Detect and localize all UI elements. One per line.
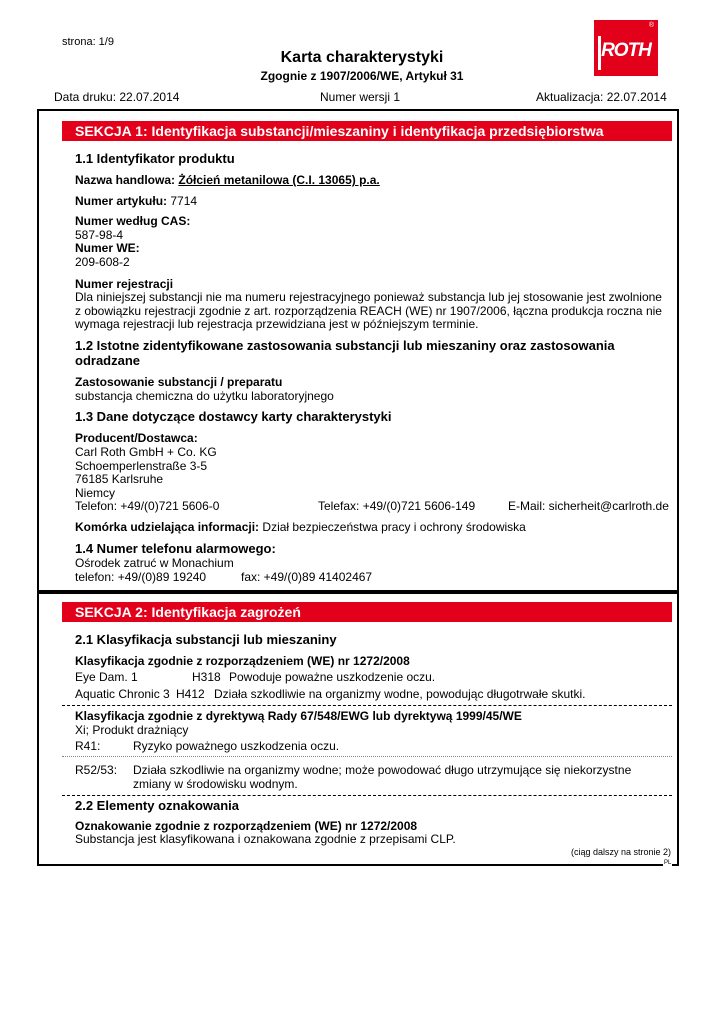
labelling-label: Oznakowanie zgodnie z rozporządzeniem (WE) nr 1272/2008 <box>75 819 418 833</box>
heading-2-2: 2.2 Elementy oznakowania <box>75 798 240 813</box>
producer-name: Carl Roth GmbH + Co. KG <box>75 445 217 459</box>
we-label: Numer WE: <box>75 241 140 255</box>
section-2-title: SEKCJA 2: Identyfikacja zagrożeń <box>62 602 672 622</box>
producer-label: Producent/Dostawca: <box>75 431 198 445</box>
heading-2-1: 2.1 Klasyfikacja substancji lub mieszaniny <box>75 632 337 647</box>
dashed-separator-2 <box>62 795 672 796</box>
clp-class-label: Klasyfikacja zgodnie z rozporządzeniem (WE) nr 1272/2008 <box>75 654 410 668</box>
article-number-row <box>75 194 197 208</box>
labelling-text: Substancja jest klasyfikowana i oznakowana zgodnie z przepisami CLP. <box>75 832 456 846</box>
document-subtitle: Zgognie z 1907/2006/WE, Artykuł 31 <box>260 69 464 83</box>
registered-mark: ® <box>648 22 654 29</box>
registration-text-3: wymaga rejestracji lub rejestracja przewidziana jest w późniejszym terminie. <box>75 317 479 331</box>
clp-row-2-text: Działa szkodliwie na organizmy wodne, powodując długotrwałe skutki. <box>214 687 586 701</box>
heading-1-3: 1.3 Dane dotyczące dostawcy karty charakterystyki <box>75 409 392 424</box>
print-date: Data druku: 22.07.2014 <box>54 90 180 104</box>
dsd-class-label: Klasyfikacja zgodnie z dyrektywą Rady 67/548/EWG lub dyrektywą 1999/45/WE <box>75 709 522 723</box>
heading-1-1: 1.1 Identyfikator produktu <box>75 151 235 166</box>
use-label: Zastosowanie substancji / preparatu <box>75 375 283 389</box>
r52-text-2: zmiany w środowisku wodnym. <box>133 777 298 791</box>
article-number-value: 7714 <box>170 194 198 208</box>
producer-email: E-Mail: sicherheit@carlroth.de <box>508 499 669 513</box>
update-date: Aktualizacja: 22.07.2014 <box>536 90 667 104</box>
emergency-phone: telefon: +49/(0)89 19240 <box>75 570 207 584</box>
logo-text: ROTH <box>601 40 651 61</box>
producer-fax: Telefax: +49/(0)721 5606-149 <box>318 499 476 513</box>
clp-row-1-class: Eye Dam. 1 <box>75 670 138 684</box>
trade-name-label: Nazwa handlowa: <box>75 173 176 187</box>
trade-name-row <box>75 173 380 187</box>
producer-city: 76185 Karlsruhe <box>75 472 164 486</box>
dsd-symbol: Xi; Produkt drażniący <box>75 723 189 737</box>
producer-country: Niemcy <box>75 486 116 500</box>
article-number-label: Numer artykułu: <box>75 194 168 208</box>
r52-text-1: Działa szkodliwie na organizmy wodne; może powodować długo utrzymujące się niekorzystne <box>133 763 632 777</box>
emergency-fax: fax: +49/(0)89 41402467 <box>241 570 373 584</box>
heading-1-4: 1.4 Numer telefonu alarmowego: <box>75 541 276 556</box>
info-unit-value: Dział bezpieczeństwa pracy i ochrony środowiska <box>262 520 526 534</box>
dashed-separator <box>62 705 672 706</box>
r41-text: Ryzyko poważnego uszkodzenia oczu. <box>133 739 340 753</box>
registration-label: Numer rejestracji <box>75 277 174 291</box>
page-number: strona: 1/9 <box>62 36 114 48</box>
producer-street: Schoemperlenstraße 3-5 <box>75 459 208 473</box>
info-unit-label: Komórka udzielająca informacji: <box>75 520 260 534</box>
emergency-center: Ośrodek zatruć w Monachium <box>75 556 234 570</box>
clp-row-1-text: Powoduje poważne uszkodzenie oczu. <box>229 670 436 684</box>
r41-code: R41: <box>75 739 101 753</box>
version-number: Numer wersji 1 <box>320 90 401 104</box>
cas-label: Numer według CAS: <box>75 214 191 228</box>
clp-row-2-class: Aquatic Chronic 3 <box>75 687 170 701</box>
registration-text-1: Dla niniejszej substancji nie ma numeru rejestracyjnego ponieważ substancja lub jej stosowanie jest zwolnione <box>75 290 662 304</box>
clp-row-2-code: H412 <box>176 687 205 701</box>
registration-text-2: z obowiązku rejestracji zgodnie z art. rozporządzenia REACH (WE) nr 1907/2006, łączna produkcja roczna nie <box>75 304 662 318</box>
section-1-title: SEKCJA 1: Identyfikacja substancji/mieszaniny i identyfikacja przedsiębiorstwa <box>62 121 672 141</box>
r52-code: R52/53: <box>75 763 118 777</box>
roth-logo <box>594 20 658 76</box>
document-title: Karta charakterystyki <box>280 49 444 66</box>
use-value: substancja chemiczna do użytku laboratoryjnego <box>75 389 334 403</box>
trade-name-value: Żółcień metanilowa (C.I. 13065) p.a. <box>178 173 380 187</box>
info-unit-row <box>75 520 526 534</box>
cas-value: 587-98-4 <box>75 228 124 242</box>
continued-note: (ciąg dalszy na stronie 2) <box>570 847 671 857</box>
heading-1-2: 1.2 Istotne zidentyfikowane zastosowania substancji lub mieszaniny oraz zastosowania <box>75 338 615 353</box>
we-value: 209-608-2 <box>75 255 130 269</box>
dotted-separator <box>62 756 672 757</box>
language-code: PL <box>664 860 672 866</box>
clp-row-1-code: H318 <box>192 670 221 684</box>
heading-1-2-cont: odradzane <box>75 353 141 368</box>
producer-phone: Telefon: +49/(0)721 5606-0 <box>75 499 220 513</box>
